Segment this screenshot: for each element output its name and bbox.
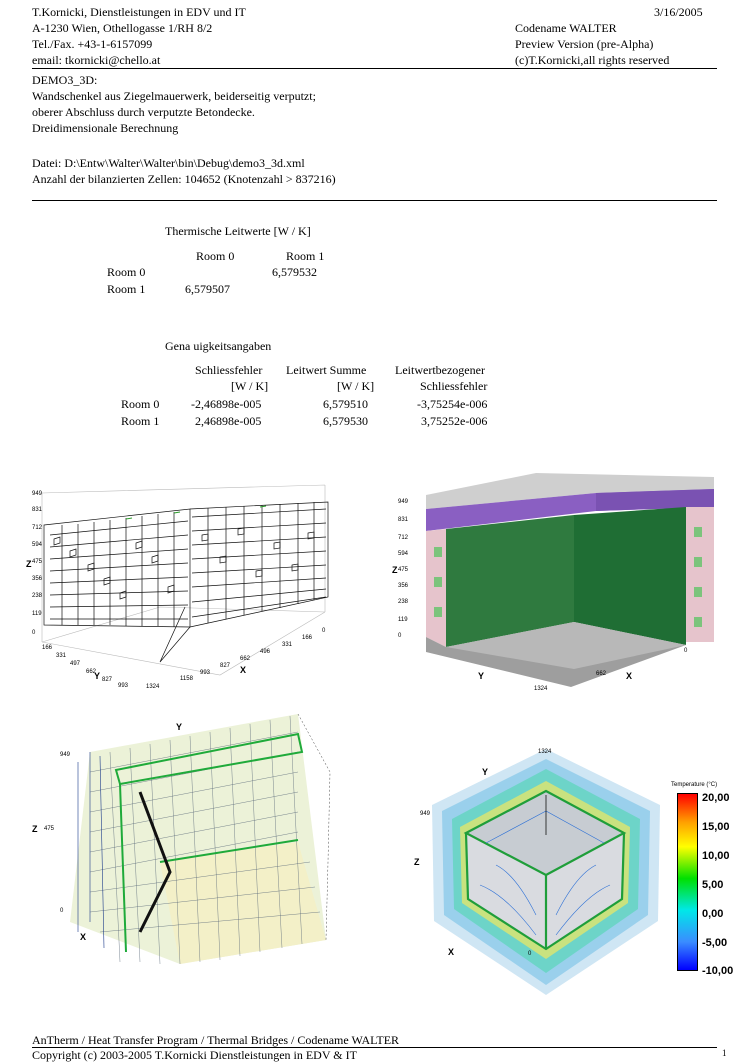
- legend-value: -10,00: [702, 965, 734, 977]
- x-tick: 993: [200, 670, 211, 676]
- legend-value: 20,00: [702, 792, 730, 804]
- report-date: 3/16/2005: [654, 5, 703, 19]
- y-tick: 827: [102, 677, 113, 683]
- project-desc-2: oberer Abschluss durch verputzte Betondecke.: [32, 105, 255, 119]
- x-axis-label: X: [80, 932, 87, 942]
- project-desc-3: Dreidimensionale Berechnung: [32, 121, 179, 135]
- x-axis-label: X: [626, 671, 633, 681]
- accuracy-header: Leitwert Summe: [286, 363, 367, 377]
- z-tick: 949: [398, 499, 409, 505]
- conductance-row-label: Room 0: [107, 265, 146, 279]
- page-number: 1: [722, 1048, 727, 1058]
- z-tick: 0: [32, 630, 36, 636]
- y-tick: 497: [70, 661, 81, 667]
- conductance-cell: 6,579507: [185, 282, 230, 296]
- x-tick: 0: [322, 628, 326, 634]
- z-tick: 594: [398, 551, 409, 557]
- x-tick: 662: [596, 671, 607, 677]
- z-tick: 475: [398, 567, 409, 573]
- z-tick: 949: [32, 491, 43, 497]
- x-tick: 827: [220, 663, 231, 669]
- y-tick: 331: [56, 653, 67, 659]
- accuracy-header: [W / K]: [231, 379, 269, 393]
- legend-value: 10,00: [702, 850, 730, 862]
- x-tick: 1158: [180, 676, 193, 682]
- accuracy-title: Gena uigkeitsangaben: [165, 339, 272, 353]
- z-axis-label: Z: [392, 565, 398, 575]
- x-axis-label: X: [448, 947, 455, 957]
- x-tick: 0: [684, 648, 688, 654]
- accuracy-header: Schliessfehler: [195, 363, 263, 377]
- figure-grid-wireframe: [26, 447, 348, 692]
- company-address: A-1230 Wien, Othellogasse 1/RH 8/2: [32, 21, 213, 35]
- codename: Codename WALTER: [515, 21, 617, 35]
- x-tick: 1324: [534, 686, 548, 692]
- y-axis-label: Y: [478, 671, 485, 681]
- cell-count: Anzahl der bilanzierten Zellen: 104652 (Knotenzahl > 837216): [32, 172, 336, 186]
- accuracy-cell: 6,579510: [323, 397, 368, 411]
- z-tick: 0: [398, 633, 402, 639]
- accuracy-cell: 3,75252e-006: [421, 414, 488, 428]
- y-tick: 662: [86, 669, 97, 675]
- company-phone: Tel./Fax. +43-1-6157099: [32, 37, 153, 51]
- version-label: Preview Version (pre-Alpha): [515, 37, 654, 51]
- z-tick: 356: [398, 583, 409, 589]
- z-tick: 238: [32, 593, 43, 599]
- rights-label: (c)T.Kornicki,all rights reserved: [515, 53, 670, 67]
- accuracy-header: Leitwertbezogener: [395, 363, 485, 377]
- x-tick: 0: [528, 951, 532, 957]
- x-tick: 1324: [146, 684, 160, 690]
- accuracy-cell: 6,579530: [323, 414, 368, 428]
- conductance-cell: 6,579532: [272, 265, 317, 279]
- conductance-col-header: Room 1: [286, 249, 325, 263]
- z-tick: 119: [398, 617, 408, 623]
- x-tick: 331: [282, 642, 293, 648]
- z-tick: 712: [398, 535, 409, 541]
- conductance-row-label: Room 1: [107, 282, 146, 296]
- temperature-color-bar: [677, 793, 698, 971]
- z-tick: 594: [32, 542, 43, 548]
- legend-value: -5,00: [702, 937, 728, 949]
- accuracy-header: [W / K]: [337, 379, 375, 393]
- z-tick: 831: [398, 517, 409, 523]
- z-tick: 119: [32, 611, 42, 617]
- z-tick: 238: [398, 599, 409, 605]
- conductance-title: Thermische Leitwerte [W / K]: [165, 224, 311, 238]
- accuracy-cell: 2,46898e-005: [195, 414, 262, 428]
- z-tick: 356: [32, 576, 43, 582]
- x-axis-label: X: [240, 665, 247, 675]
- accuracy-row-label: Room 0: [121, 397, 160, 411]
- x-tick: 662: [240, 656, 251, 662]
- header-divider: [32, 68, 717, 69]
- file-path: Datei: D:\Entw\Walter\Walter\bin\Debug\demo3_3d.xml: [32, 156, 305, 170]
- accuracy-cell: -2,46898e-005: [191, 397, 262, 411]
- z-tick: 475: [32, 559, 43, 565]
- y-tick: 166: [42, 645, 53, 651]
- y-axis-label: Y: [94, 671, 101, 681]
- accuracy-cell: -3,75254e-006: [417, 397, 488, 411]
- z-tick: 475: [44, 826, 55, 832]
- footer-copyright: Copyright (c) 2003-2005 T.Kornicki Dienstleistungen in EDV & IT: [32, 1048, 357, 1062]
- z-tick: 949: [60, 752, 71, 758]
- accuracy-row-label: Room 1: [121, 414, 160, 428]
- accuracy-header: Schliessfehler: [420, 379, 488, 393]
- conductance-col-header: Room 0: [196, 249, 235, 263]
- x-tick: 496: [260, 649, 271, 655]
- section-divider: [32, 200, 717, 201]
- z-tick: 0: [60, 908, 64, 914]
- y-tick: 993: [118, 683, 129, 689]
- z-tick: 831: [32, 507, 43, 513]
- y-axis-label: Y: [482, 767, 489, 777]
- x-tick: 166: [302, 635, 313, 641]
- z-tick: 949: [420, 811, 431, 817]
- footer-program: AnTherm / Heat Transfer Program / Thermal Bridges / Codename WALTER: [32, 1033, 400, 1047]
- z-axis-label: Z: [32, 824, 38, 834]
- company-name: T.Kornicki, Dienstleistungen in EDV und IT: [32, 5, 246, 19]
- figure-temperature-contour: [396, 745, 666, 995]
- project-desc-1: Wandschenkel aus Ziegelmauerwerk, beiderseitig verputzt;: [32, 89, 316, 103]
- y-axis-label: Y: [176, 722, 183, 732]
- legend-value: 5,00: [702, 879, 724, 891]
- x-tick: 1324: [538, 749, 552, 755]
- legend-title: Temperature (°C): [671, 782, 718, 788]
- z-axis-label: Z: [26, 559, 32, 569]
- project-name: DEMO3_3D:: [32, 73, 98, 87]
- z-tick: 712: [32, 525, 43, 531]
- z-axis-label: Z: [414, 857, 420, 867]
- company-email: email: tkornicki@chello.at: [32, 53, 161, 67]
- figure-solid-geometry: [392, 447, 716, 692]
- legend-value: 15,00: [702, 821, 730, 833]
- legend-value: 0,00: [702, 908, 724, 920]
- figure-isometric-mesh: [30, 712, 348, 982]
